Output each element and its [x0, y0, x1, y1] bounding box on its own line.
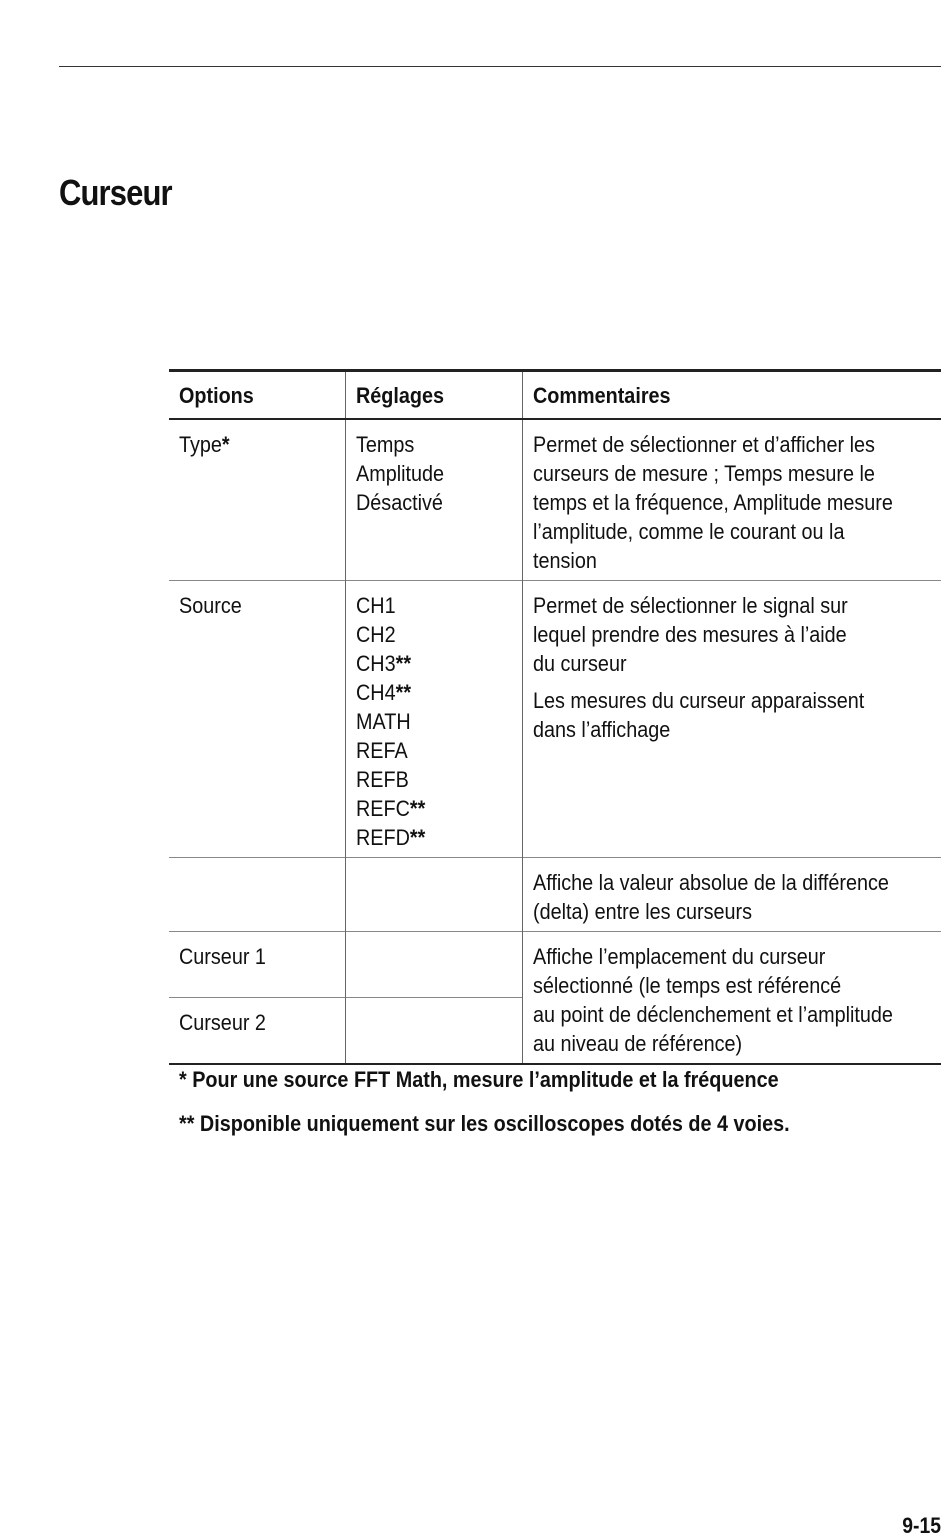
settings-cell — [345, 581, 522, 858]
option-cell — [169, 997, 345, 1064]
header-settings: Réglages — [345, 371, 522, 420]
footnote-marker: ** — [409, 796, 425, 821]
comments-cell — [522, 932, 941, 1065]
top-rule — [59, 66, 941, 67]
cursor-options-table-wrap — [169, 369, 941, 1065]
setting-value: CH4** — [355, 680, 411, 705]
footnote-marker: ** — [395, 651, 411, 676]
footnote-marker: ** — [395, 680, 411, 705]
setting-value: REFA — [355, 738, 408, 763]
comment-paragraph: Les mesures du curseur apparaissent dans l’affichage — [532, 688, 864, 742]
setting-value: CH2 — [355, 622, 396, 647]
page-number: 9-15 — [902, 1513, 941, 1538]
cursor-options-table — [169, 369, 941, 1065]
footnote-marker: * — [221, 432, 230, 457]
table-body — [169, 419, 941, 1064]
comment-paragraph: Affiche l’emplacement du curseur sélectionné (le temps est référencé au point de déclenchement et l’amplitude au niveau de référence) — [532, 944, 893, 1056]
footnote-marker: ** — [409, 825, 425, 850]
settings-cell — [345, 997, 522, 1064]
table-row — [169, 932, 941, 998]
option-cell — [169, 419, 345, 581]
table-row — [169, 581, 941, 858]
setting-value: REFB — [355, 767, 409, 792]
setting-value: Amplitude — [355, 461, 444, 486]
option-label: Curseur 2 — [179, 1009, 266, 1035]
setting-value: REFC** — [355, 796, 425, 821]
settings-cell — [345, 419, 522, 581]
setting-value: MATH — [355, 709, 411, 734]
table-header-row — [169, 371, 941, 420]
setting-value: CH1 — [355, 593, 396, 618]
comments-cell — [522, 419, 941, 581]
table-row — [169, 419, 941, 581]
settings-cell — [345, 932, 522, 998]
setting-value: CH3** — [355, 651, 411, 676]
header-options: Options — [179, 383, 254, 408]
header-comments: Commentaires — [522, 371, 941, 420]
comments-cell — [522, 581, 941, 858]
footnote-double-star: ** Disponible uniquement sur les oscilloscopes dotés de 4 voies. — [179, 1111, 790, 1136]
comment-paragraph: Permet de sélectionner et d’afficher les curseurs de mesure ; Temps mesure le temps et la fréquence, Amplitude mesure l’amplitude, comme le courant ou la tension — [532, 432, 893, 573]
comment-paragraph: Permet de sélectionner le signal sur lequel prendre des mesures à l’aide du curseur — [532, 593, 848, 676]
option-label: Type* — [179, 432, 230, 457]
setting-value: Désactivé — [355, 490, 443, 515]
footnote-single-star: * Pour une source FFT Math, mesure l’amplitude et la fréquence — [179, 1067, 779, 1092]
table-row — [169, 858, 941, 932]
section-title: Curseur — [59, 172, 172, 213]
setting-value: Temps — [355, 432, 414, 457]
footnotes — [179, 1065, 790, 1138]
option-cell — [169, 932, 345, 998]
option-label: Curseur 1 — [179, 944, 266, 969]
settings-cell — [345, 858, 522, 932]
comment-paragraph: Affiche la valeur absolue de la différence (delta) entre les curseurs — [532, 870, 889, 924]
option-cell — [169, 858, 345, 932]
comments-cell — [522, 858, 941, 932]
option-cell — [169, 581, 345, 858]
option-label: Source — [179, 593, 242, 618]
setting-value: REFD** — [355, 825, 425, 850]
